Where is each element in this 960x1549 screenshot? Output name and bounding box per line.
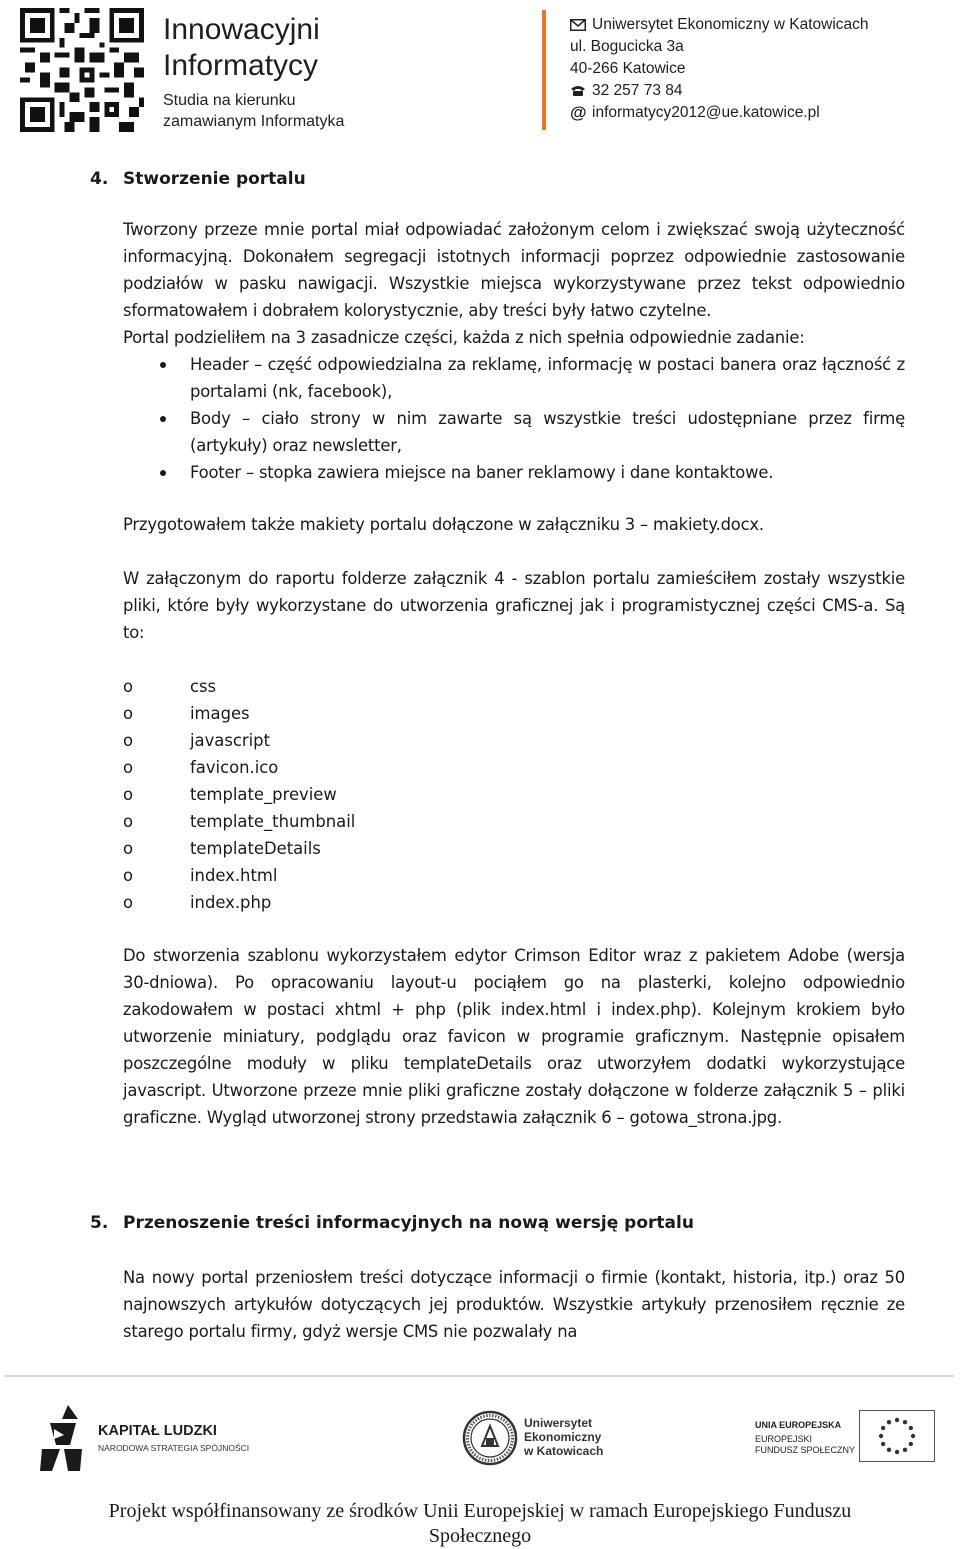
eu-fund-line2: FUNDUSZ SPOŁECZNY [755,1445,856,1455]
section4-paragraph-1: Tworzony przeze mnie portal miał odpowiadać założonym celom i zwiększać swoją użyteczność informacyjną. Dokonałem segregacji istotnych informacji poprzez odpowiednie zastosowanie podziałów w pasku nawigacji. Wszystkie miejsca wykorzystywane przez tekst odpowiednio sformatowałem i dobrałem kolorystycznie, aby treści były łatwo czytelne. [123,220,905,320]
envelope-icon [570,19,592,31]
list-marker: o [123,785,134,804]
eu-fund-line1: EUROPEJSKI [755,1434,813,1444]
file-name: index.php [190,893,272,912]
file-list-item [123,835,321,862]
bullet-text: Header – część odpowiedzialna za reklamę, informację w postaci banera oraz łączność z portalami (nk, facebook), [190,355,905,401]
bullet-dot [160,416,166,422]
file-name: javascript [190,731,271,750]
contact-org-row [570,14,869,36]
eu-star-icon [911,1434,915,1438]
university-name-line1: Uniwersytet [524,1416,593,1430]
contact-street: ul. Bogucicka 3a [570,38,684,55]
brand-title-line1: Innowacyjni [163,13,320,46]
section4-paragraph-3: Przygotowałem także makiety portalu dołączone w załączniku 3 – makiety.docx. [123,515,764,534]
eu-title: UNIA EUROPEJSKA [755,1420,842,1430]
bullet-dot [160,362,166,368]
kapital-ludzki-title: KAPITAŁ LUDZKI [98,1423,217,1439]
section4-title: Stworzenie portalu [123,169,306,189]
contact-phone-row [570,80,869,102]
contact-city: 40-266 Katowice [570,60,686,77]
bullet-item-body [190,405,905,459]
contact-org: Uniwersytet Ekonomiczny w Katowicach [592,16,869,33]
list-marker: o [123,866,134,885]
list-marker: o [123,839,134,858]
file-list-item [123,889,271,916]
eu-star-icon [903,1448,907,1452]
eu-star-icon [881,1442,885,1446]
header-accent-bar [542,10,546,130]
contact-city-row [570,58,869,80]
list-marker: o [123,758,134,777]
project-brand [163,12,344,132]
eu-star-icon [879,1434,883,1438]
university-seal-icon [462,1410,518,1466]
list-marker: o [123,812,134,831]
eu-star-icon [887,1448,891,1452]
brand-subtitle-line2: zamawianym Informatyka [163,113,345,130]
file-list-item [123,808,355,835]
list-marker: o [123,704,134,723]
university-name-line3: w Katowicach [524,1444,604,1458]
brand-subtitle-line1: Studia na kierunku [163,92,296,109]
section5-title: Przenoszenie treści informacyjnych na nową wersję portalu [123,1213,694,1233]
eu-star-icon [909,1426,913,1430]
contact-street-row [570,36,869,58]
file-list-item [123,727,270,754]
kapital-ludzki-logo [40,1405,250,1477]
eu-star-icon [887,1420,891,1424]
footer-divider [4,1375,954,1377]
section5-number: 5. [90,1213,109,1233]
contact-email-row [570,102,869,124]
list-marker: o [123,731,134,750]
file-name: css [190,677,217,696]
project-cofinancing-note [40,1499,920,1549]
at-icon: @ [570,103,587,122]
eu-star-icon [909,1442,913,1446]
eu-star-icon [881,1426,885,1430]
section4-paragraph-2: Portal podzieliłem na 3 zasadnicze części, każda z nich spełnia odpowiednie zadanie: [123,328,805,347]
bullet-dot [160,470,166,476]
project-note-line1: Projekt współfinansowany ze środków Unii Europejskiej w ramach Europejskiego Funduszu [108,1500,852,1522]
file-name: favicon.ico [190,758,279,777]
contact-block [570,14,869,124]
bullet-item-footer [190,459,905,486]
brand-title-line2: Informatycy [163,49,319,82]
section5-heading [90,1210,694,1237]
phone-icon [570,85,592,97]
section5-paragraph-1: Na nowy portal przeniosłem treści dotyczące informacji o firmie (kontakt, historia, itp.) oraz 50 najnowszych artykułów dotyczących jej produktów. Wszystkie artykuły przenosiłem ręcznie ze starego portalu firmy, gdyż wersje CMS nie pozwalały na [123,1268,905,1341]
section4-paragraph-5: Do stworzenia szablonu wykorzystałem edytor Crimson Editor wraz z pakietem Adobe (wersja 30-dniowa). Po opracowaniu layout-u pociąłem go na plasterki, kolejno odpowiednio zakodowałem w postaci xhtml + php (plik index.html i index.php). Kolejnym krokiem było utworzenie miniatury, podglądu oraz favicon w programie graficznym. Następnie opisałem poszczególne moduły w pliku templateDetails oraz utworzyłem dodatki wykorzystujące javascript. Utworzone przeze mnie pliki graficzne zostały dołączone w folderze załącznik 5 – pliki graficzne. Wygląd utworzonej strony przedstawia załącznik 6 – gotowa_strona.jpg. [123,946,905,1127]
bullet-text: Footer – stopka zawiera miejsce na baner reklamowy i dane kontaktowe. [190,463,774,482]
file-list-item [123,754,278,781]
section4-heading [90,166,306,193]
kapital-ludzki-subtitle: NARODOWA STRATEGIA SPÓJNOŚCI [98,1443,250,1453]
file-list-item [123,781,337,808]
kapital-ludzki-emblem-icon [40,1405,84,1471]
eu-flag-icon [859,1410,935,1462]
file-name: template_preview [190,785,337,804]
eu-star-icon [895,1450,899,1454]
bullet-text: Body – ciało strony w nim zawarte są wszystkie treści udostępniane przez firmę (artykuły) oraz newsletter, [190,409,905,455]
file-list-item [123,862,277,889]
eu-fund-logo [755,1410,935,1470]
eu-star-icon [903,1420,907,1424]
file-list-item [123,673,216,700]
bullet-item-header [190,351,905,405]
file-name: images [190,704,250,723]
university-name [524,1416,603,1458]
project-note-line2: Społecznego [428,1525,532,1547]
university-logo [462,1408,642,1478]
qr-code [20,8,144,132]
section4-paragraph-4: W załączonym do raportu folderze załącznik 4 - szablon portalu zamieściłem zostały wszystkie pliki, które były wykorzystane do utworzenia graficznej jak i programistycznej części CMS-a. Są to: [123,569,905,642]
file-list-item [123,700,250,727]
list-marker: o [123,677,134,696]
eu-fund-name [755,1434,855,1456]
contact-phone: 32 257 73 84 [592,82,683,99]
file-name: index.html [190,866,278,885]
contact-email[interactable]: informatycy2012@ue.katowice.pl [592,104,820,121]
list-marker: o [123,893,134,912]
section4-number: 4. [90,169,109,189]
eu-star-icon [895,1418,899,1422]
file-name: template_thumbnail [190,812,356,831]
university-name-line2: Ekonomiczny [524,1430,602,1444]
file-name: templateDetails [190,839,321,858]
